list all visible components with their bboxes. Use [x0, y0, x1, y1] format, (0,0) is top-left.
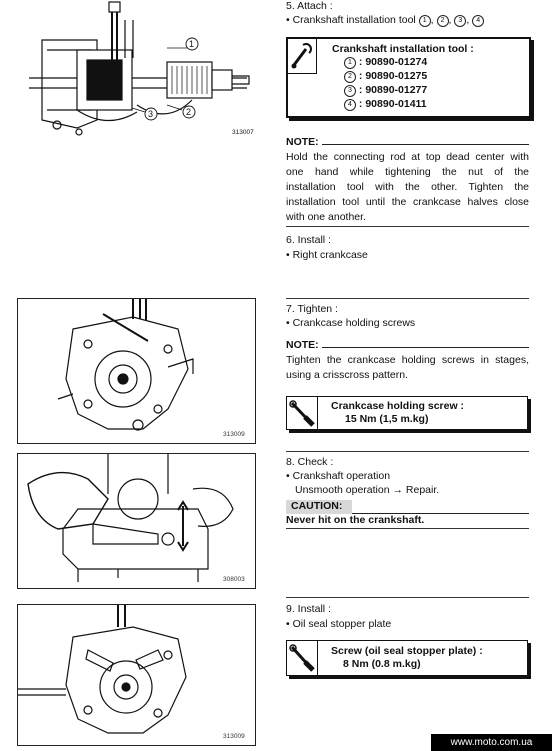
spec1-title: Crankcase holding screw : — [331, 400, 465, 412]
figure-number: 308003 — [223, 576, 245, 583]
figure-number: 313009 — [223, 431, 245, 438]
tool-row-2: 2 : 90890-01275 — [344, 70, 427, 83]
figure-crankshaft-tool — [17, 0, 257, 142]
step9-item: • Oil seal stopper plate — [286, 618, 392, 630]
torque-wrench-icon — [287, 397, 317, 429]
step6-item: • Right crankcase — [286, 249, 368, 261]
step7-top-rule — [286, 298, 529, 299]
step8-top-rule — [286, 451, 529, 452]
oil-seal-plate-drawing — [18, 605, 255, 745]
spec2-title: Screw (oil seal stopper plate) : — [331, 645, 483, 657]
note1-end-rule — [286, 226, 529, 227]
wrench-icon — [288, 39, 316, 73]
torque-spec-box-2 — [286, 640, 528, 676]
step5-item: • Crankshaft installation tool 1 , 2 , 3 , 4 — [286, 14, 484, 27]
spec1-value: 15 Nm (1,5 m.kg) — [345, 413, 429, 425]
tool-spec-box — [286, 37, 531, 118]
num-3: 3 — [454, 15, 466, 27]
figure-number: 313009 — [223, 733, 245, 740]
torque-icon-cell — [287, 641, 318, 675]
figure-oil-seal-plate — [17, 604, 256, 746]
tool-row-3: 3 : 90890-01277 — [344, 84, 427, 97]
step7-item: • Crankcase holding screws — [286, 317, 416, 329]
num-4: 4 — [472, 15, 484, 27]
step8-title: 8. Check : — [286, 456, 334, 468]
figure-number: 313007 — [232, 129, 254, 136]
note2-rule — [322, 347, 529, 348]
crankcase-drawing — [18, 299, 255, 443]
figure-crankcase-screws — [17, 298, 256, 444]
step5-item-text: • Crankshaft installation tool — [286, 14, 416, 26]
spec2-value: 8 Nm (0.8 m.kg) — [343, 658, 421, 670]
caution-text: Never hit on the crankshaft. — [286, 514, 425, 526]
note2-label: NOTE: — [286, 339, 319, 351]
crankshaft-tool-drawing — [17, 0, 257, 142]
callout-3: 3 — [148, 109, 154, 119]
tool-icon-cell — [288, 39, 317, 74]
torque-spec-box-1 — [286, 396, 528, 430]
step6-title: 6. Install : — [286, 234, 331, 246]
torque-icon-cell — [287, 397, 318, 429]
step7-title: 7. Tighten : — [286, 303, 338, 315]
step9-title: 9. Install : — [286, 603, 331, 615]
callout-1: 1 — [189, 39, 195, 49]
step8-sub: Unsmooth operation → Repair. — [295, 484, 440, 496]
footer-url: www.moto.com.ua — [431, 734, 552, 751]
crankshaft-check-drawing — [18, 454, 255, 588]
tool-row-4: 4 : 90890-01411 — [344, 98, 427, 111]
note1-label: NOTE: — [286, 136, 319, 148]
figure-crankshaft-check — [17, 453, 256, 589]
caution-label: CAUTION: — [291, 500, 343, 512]
torque-wrench-icon — [287, 641, 317, 675]
step5-title: 5. Attach : — [286, 0, 333, 12]
tool-box-title: Crankshaft installation tool : — [332, 43, 474, 55]
tool-row-1: 1 : 90890-01274 — [344, 56, 427, 69]
step9-top-rule — [286, 597, 529, 598]
caution-end-rule — [286, 528, 529, 529]
num-1: 1 — [419, 15, 431, 27]
note2-body: Tighten the crankcase holding screws in stages, using a crisscross pattern. — [286, 354, 529, 381]
note1-body: Hold the connecting rod at top dead center with one hand while tightening the nut of the installation tool with the other. Tighten the installation tool until the crankcase halves close with one another. — [286, 151, 529, 223]
callout-2: 2 — [186, 107, 192, 117]
step8-item: • Crankshaft operation — [286, 470, 391, 482]
note1-rule — [322, 144, 529, 145]
num-2: 2 — [437, 15, 449, 27]
